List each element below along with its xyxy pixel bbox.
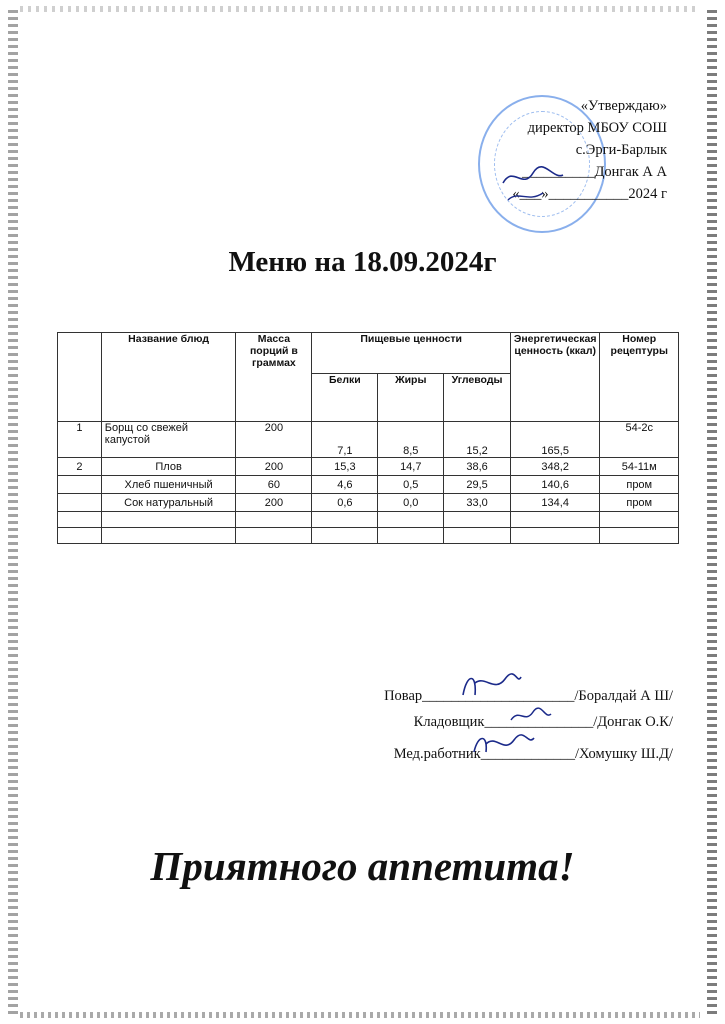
menu-table [57,332,679,544]
cell-carbs: 15,2 [444,422,511,458]
header-recipe: Номер рецептуры [600,333,679,422]
approval-line-1: «Утверждаю» [580,98,667,114]
cell-recipe: пром [600,476,679,494]
cell-proteins: 15,3 [312,458,378,476]
storekeeper-signature [505,700,555,730]
table-row-empty [58,512,679,528]
decorative-border-top [20,6,700,12]
header-fats: Жиры [378,374,444,422]
cell-num: 2 [58,458,102,476]
cell-num [58,476,102,494]
cell-recipe: 54-2с [600,422,679,458]
page-title: Меню на 18.09.2024г [228,246,497,278]
table-row-empty [58,528,679,544]
cell-mass: 200 [236,422,312,458]
table-row [58,494,679,512]
cell-carbs: 29,5 [444,476,511,494]
header-energy: Энергетическая ценность (ккал) [510,333,600,422]
approval-line-4: __________Донгак А А [521,164,667,180]
medic-signature [468,728,538,760]
table-header-row [58,333,679,374]
cell-name: Сок натуральный [101,494,236,512]
cell-fats: 14,7 [378,458,444,476]
table-row [58,422,679,458]
cell-energy: 140,6 [510,476,600,494]
cell-name: Хлеб пшеничный [101,476,236,494]
cell-name: Плов [101,458,236,476]
decorative-border-bottom [20,1012,700,1018]
cell-mass: 200 [236,458,312,476]
cell-proteins: 0,6 [312,494,378,512]
cell-energy: 134,4 [510,494,600,512]
cell-num: 1 [58,422,102,458]
table-row [58,476,679,494]
cell-proteins: 7,1 [312,422,378,458]
cell-proteins: 4,6 [312,476,378,494]
cell-carbs: 33,0 [444,494,511,512]
header-nutrition: Пищевые ценности [312,333,510,374]
cell-fats: 0,5 [378,476,444,494]
medic-signature-line: Мед.работник_____________/Хомушку Ш.Д/ [393,746,673,762]
header-carbs: Углеводы [444,374,511,422]
header-mass: Масса порций в граммах [236,333,312,422]
approval-line-2: директор МБОУ СОШ [527,120,667,136]
cell-carbs: 38,6 [444,458,511,476]
approval-line-3: с.Эрги-Барлык [575,142,667,158]
cell-recipe: пром [600,494,679,512]
cell-energy: 348,2 [510,458,600,476]
storekeeper-signature-line: Кладовщик_______________/Донгак О.К/ [413,714,673,730]
closing-wish: Приятного аппетита! [150,843,575,889]
approval-line-5: «___»___________2024 г [512,186,667,202]
header-proteins: Белки [312,374,378,422]
header-num [58,333,102,422]
cell-recipe: 54-11м [600,458,679,476]
cell-energy: 165,5 [510,422,600,458]
cell-num [58,494,102,512]
cell-mass: 60 [236,476,312,494]
cell-fats: 8,5 [378,422,444,458]
cell-fats: 0,0 [378,494,444,512]
cell-name: Борщ со свежей капустой [101,422,236,458]
header-name: Название блюд [101,333,236,422]
cell-mass: 200 [236,494,312,512]
director-signature [498,155,568,205]
cook-signature-line: Повар_____________________/Боралдай А Ш/ [384,688,673,704]
table-row [58,458,679,476]
